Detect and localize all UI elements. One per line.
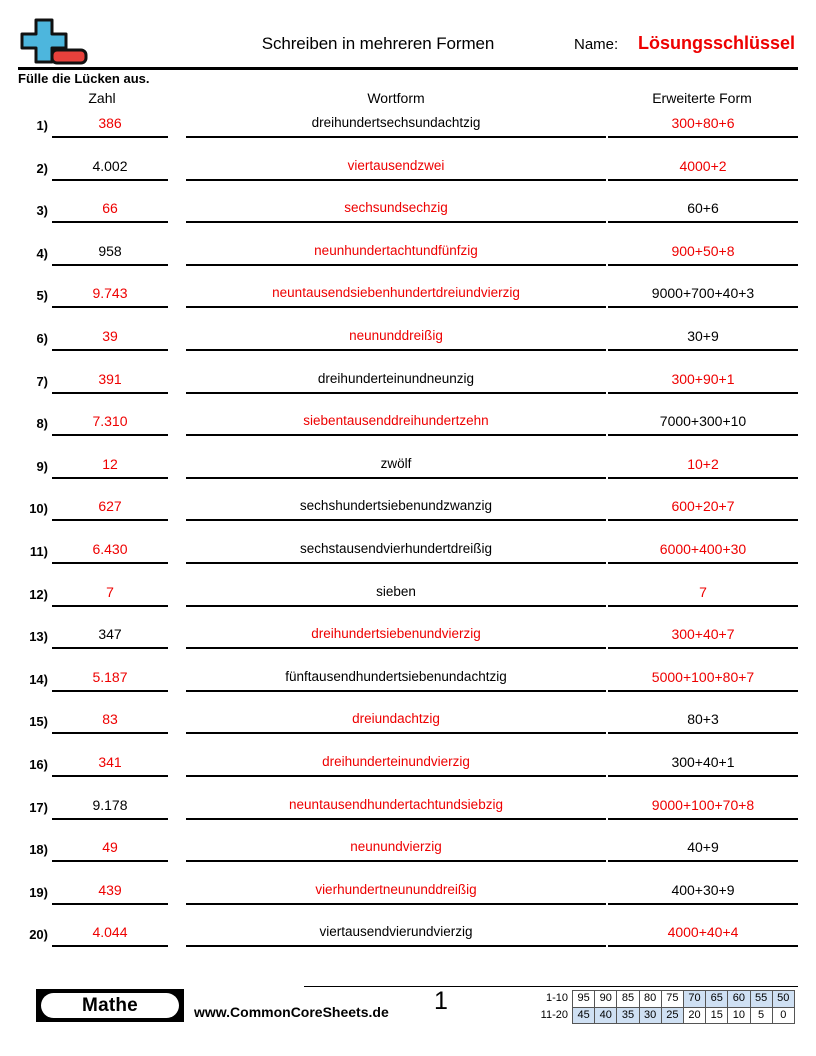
answer-blank-expanded[interactable]: 40+9 xyxy=(608,836,798,862)
answer-blank-number[interactable]: 4.044 xyxy=(52,921,168,947)
answer-blank-number[interactable]: 9.178 xyxy=(52,794,168,820)
column-header-word: Wortform xyxy=(367,90,425,106)
score-cell: 30 xyxy=(640,1007,662,1024)
row-number: 4) xyxy=(36,245,48,261)
answer-blank-expanded[interactable]: 7 xyxy=(608,581,798,607)
answer-blank-number[interactable]: 627 xyxy=(52,495,168,521)
problem-row xyxy=(18,197,798,240)
answer-blank-word[interactable]: sechstausendvierhundertdreißig xyxy=(186,538,606,564)
answer-blank-expanded[interactable]: 30+9 xyxy=(608,325,798,351)
answer-blank-expanded[interactable]: 600+20+7 xyxy=(608,495,798,521)
score-cell: 20 xyxy=(684,1007,706,1024)
score-cell: 60 xyxy=(728,990,750,1007)
answer-blank-word[interactable]: dreihunderteinundneunzig xyxy=(186,368,606,394)
answer-blank-word[interactable]: dreihunderteinundvierzig xyxy=(186,751,606,777)
answer-blank-expanded[interactable]: 7000+300+10 xyxy=(608,410,798,436)
score-cell: 50 xyxy=(773,990,795,1007)
column-header-number: Zahl xyxy=(88,90,116,106)
answer-blank-number[interactable]: 66 xyxy=(52,197,168,223)
page-number: 1 xyxy=(434,987,448,1015)
score-cell: 75 xyxy=(662,990,684,1007)
row-number: 11) xyxy=(29,543,48,559)
problem-row xyxy=(18,325,798,368)
answer-blank-expanded[interactable]: 60+6 xyxy=(608,197,798,223)
answer-blank-number[interactable]: 9.743 xyxy=(52,282,168,308)
answer-blank-expanded[interactable]: 300+90+1 xyxy=(608,368,798,394)
answer-blank-number[interactable]: 958 xyxy=(52,240,168,266)
subject-badge-label: Mathe xyxy=(41,993,179,1018)
answer-blank-number[interactable]: 4.002 xyxy=(52,155,168,181)
score-cell: 65 xyxy=(706,990,728,1007)
row-number: 7) xyxy=(36,373,48,389)
row-number: 14) xyxy=(29,671,48,687)
problem-row xyxy=(18,453,798,496)
answer-blank-expanded[interactable]: 300+40+7 xyxy=(608,623,798,649)
answer-blank-word[interactable]: vierhundertneununddreißig xyxy=(186,879,606,905)
header-divider xyxy=(18,67,798,70)
row-number: 3) xyxy=(36,203,48,219)
answer-blank-word[interactable]: dreihundertsiebenundvierzig xyxy=(186,623,606,649)
score-cells xyxy=(572,1007,795,1024)
answer-blank-number[interactable]: 12 xyxy=(52,453,168,479)
score-cell: 15 xyxy=(706,1007,728,1024)
answer-blank-word[interactable]: neuntausendhundertachtundsiebzig xyxy=(186,794,606,820)
answer-blank-expanded[interactable]: 4000+40+4 xyxy=(608,921,798,947)
answer-blank-number[interactable]: 7.310 xyxy=(52,410,168,436)
problem-row xyxy=(18,581,798,624)
row-number: 2) xyxy=(36,160,48,176)
problem-row xyxy=(18,495,798,538)
answer-blank-word[interactable]: sechsundsechzig xyxy=(186,197,606,223)
problem-row xyxy=(18,155,798,198)
answer-blank-word[interactable]: siebentausenddreihundertzehn xyxy=(186,410,606,436)
row-number: 13) xyxy=(29,629,48,645)
answer-blank-number[interactable]: 7 xyxy=(52,581,168,607)
score-cell: 90 xyxy=(595,990,617,1007)
row-number: 17) xyxy=(29,799,48,815)
answer-blank-number[interactable]: 39 xyxy=(52,325,168,351)
row-number: 18) xyxy=(29,842,48,858)
score-cell: 25 xyxy=(662,1007,684,1024)
score-grid-row xyxy=(526,990,798,1007)
problem-row xyxy=(18,112,798,155)
footer-divider xyxy=(304,986,798,987)
answer-key-label: Lösungsschlüssel xyxy=(638,33,796,53)
answer-blank-number[interactable]: 386 xyxy=(52,112,168,138)
answer-blank-expanded[interactable]: 4000+2 xyxy=(608,155,798,181)
row-number: 16) xyxy=(29,756,48,772)
row-number: 15) xyxy=(29,714,48,730)
answer-blank-word[interactable]: sieben xyxy=(186,581,606,607)
score-grid xyxy=(526,990,798,1024)
row-number: 9) xyxy=(36,458,48,474)
row-number: 10) xyxy=(29,501,48,517)
problem-row xyxy=(18,282,798,325)
answer-blank-number[interactable]: 391 xyxy=(52,368,168,394)
column-header-expanded: Erweiterte Form xyxy=(652,90,752,106)
answer-blank-word[interactable]: viertausendzwei xyxy=(186,155,606,181)
problem-row xyxy=(18,921,798,964)
instructions-text: Fülle die Lücken aus. xyxy=(18,71,150,86)
worksheet-header xyxy=(18,14,798,68)
score-cell: 5 xyxy=(751,1007,773,1024)
score-cell: 55 xyxy=(751,990,773,1007)
answer-blank-number[interactable]: 347 xyxy=(52,623,168,649)
score-cell: 70 xyxy=(684,990,706,1007)
problem-row xyxy=(18,708,798,751)
row-number: 19) xyxy=(29,884,48,900)
row-number: 8) xyxy=(36,416,48,432)
problem-row xyxy=(18,240,798,283)
answer-blank-expanded[interactable]: 900+50+8 xyxy=(608,240,798,266)
plus-minus-logo-icon xyxy=(18,16,90,68)
score-cell: 45 xyxy=(573,1007,595,1024)
column-headers xyxy=(18,90,798,108)
problem-row xyxy=(18,410,798,453)
answer-blank-number[interactable]: 6.430 xyxy=(52,538,168,564)
answer-blank-number[interactable]: 341 xyxy=(52,751,168,777)
answer-blank-word[interactable]: dreihundertsechsundachtzig xyxy=(186,112,606,138)
answer-blank-word[interactable]: fünftausendhundertsiebenundachtzig xyxy=(186,666,606,692)
score-cell: 0 xyxy=(773,1007,795,1024)
score-cell: 80 xyxy=(640,990,662,1007)
row-number: 1) xyxy=(36,118,48,133)
score-cell: 40 xyxy=(595,1007,617,1024)
problem-row xyxy=(18,751,798,794)
answer-blank-word[interactable]: neununddreißig xyxy=(186,325,606,351)
answer-blank-expanded[interactable]: 6000+400+30 xyxy=(608,538,798,564)
worksheet-footer xyxy=(18,986,798,1030)
score-cells xyxy=(572,990,795,1007)
problem-row xyxy=(18,623,798,666)
answer-blank-word[interactable]: viertausendvierundvierzig xyxy=(186,921,606,947)
row-number: 12) xyxy=(29,586,48,602)
answer-blank-expanded[interactable]: 5000+100+80+7 xyxy=(608,666,798,692)
score-cell: 95 xyxy=(573,990,595,1007)
answer-blank-expanded[interactable]: 300+40+1 xyxy=(608,751,798,777)
subject-badge xyxy=(36,989,184,1022)
answer-blank-expanded[interactable]: 9000+700+40+3 xyxy=(608,282,798,308)
problem-row xyxy=(18,368,798,411)
problem-row xyxy=(18,538,798,581)
answer-blank-expanded[interactable]: 80+3 xyxy=(608,708,798,734)
problem-row xyxy=(18,666,798,709)
problem-rows xyxy=(18,112,798,964)
answer-blank-expanded[interactable]: 9000+100+70+8 xyxy=(608,794,798,820)
score-cell: 85 xyxy=(617,990,639,1007)
score-row-label: 1-10 xyxy=(545,992,568,1004)
answer-blank-number[interactable]: 49 xyxy=(52,836,168,862)
answer-blank-number[interactable]: 439 xyxy=(52,879,168,905)
problem-row xyxy=(18,879,798,922)
site-url: www.CommonCoreSheets.de xyxy=(194,1004,389,1020)
problem-row xyxy=(18,836,798,879)
answer-blank-word[interactable]: neuntausendsiebenhundertdreiundvierzig xyxy=(186,282,606,308)
name-label: Name: xyxy=(574,36,619,53)
row-number: 20) xyxy=(29,927,48,943)
score-row-label: 11-20 xyxy=(540,1009,568,1021)
answer-blank-number[interactable]: 5.187 xyxy=(52,666,168,692)
score-cell: 35 xyxy=(617,1007,639,1024)
row-number: 6) xyxy=(36,330,48,346)
answer-blank-expanded[interactable]: 300+80+6 xyxy=(608,112,798,138)
answer-blank-word[interactable]: sechshundertsiebenundzwanzig xyxy=(186,495,606,521)
answer-blank-number[interactable]: 83 xyxy=(52,708,168,734)
row-number: 5) xyxy=(36,288,48,304)
answer-blank-word[interactable]: neunundvierzig xyxy=(186,836,606,862)
answer-blank-expanded[interactable]: 10+2 xyxy=(608,453,798,479)
answer-blank-word[interactable]: dreiundachtzig xyxy=(186,708,606,734)
answer-blank-expanded[interactable]: 400+30+9 xyxy=(608,879,798,905)
answer-blank-word[interactable]: neunhundertachtundfünfzig xyxy=(186,240,606,266)
problem-row xyxy=(18,794,798,837)
score-grid-row xyxy=(526,1007,798,1024)
answer-blank-word[interactable]: zwölf xyxy=(186,453,606,479)
score-cell: 10 xyxy=(728,1007,750,1024)
page-title: Schreiben in mehreren Formen xyxy=(261,34,495,53)
